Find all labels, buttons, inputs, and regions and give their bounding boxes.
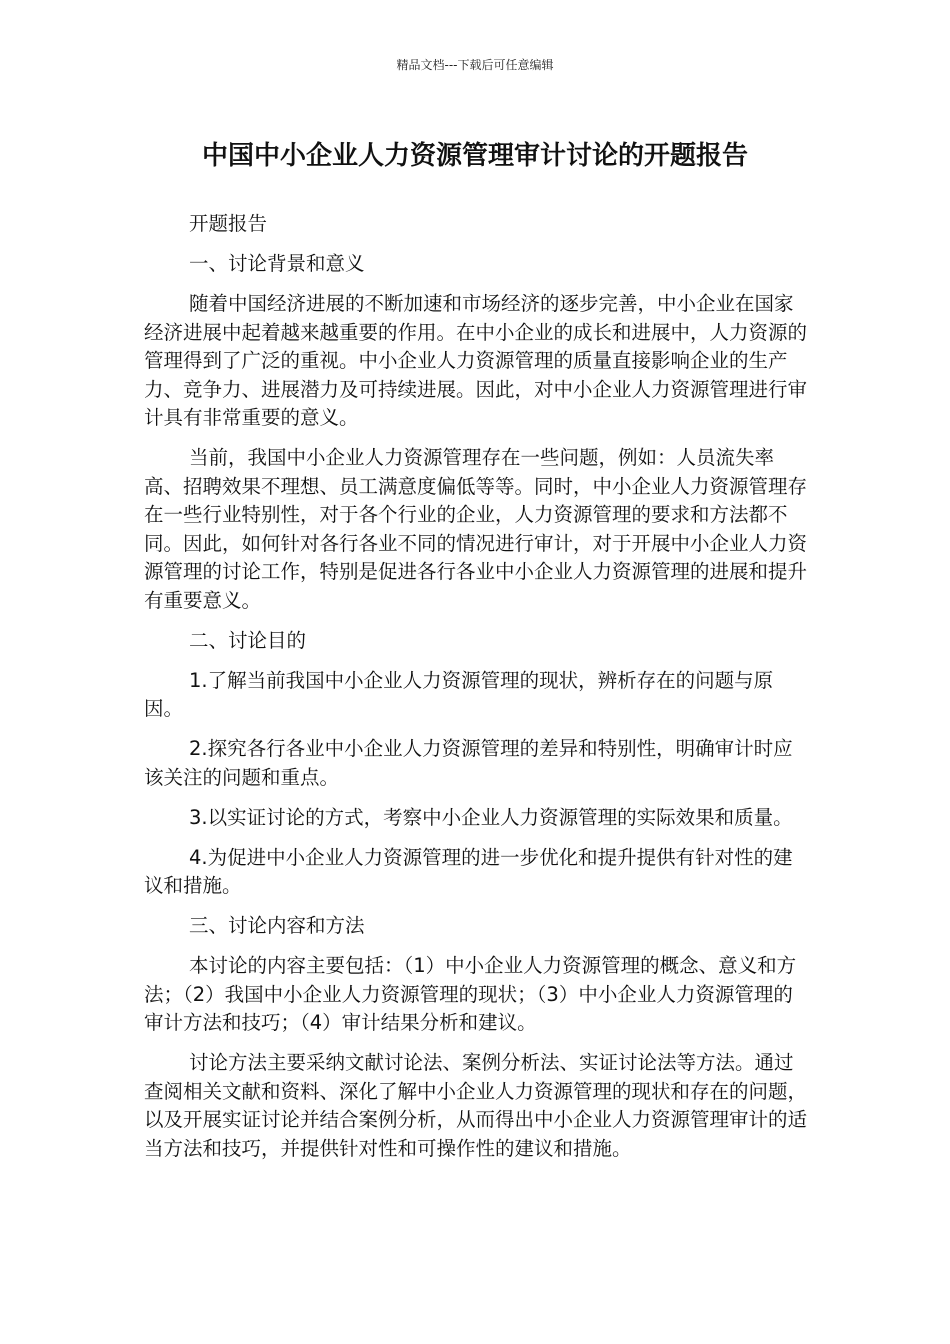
body-paragraph: 当前，我国中小企业人力资源管理存在一些问题，例如：人员流失率高、招聘效果不理想、员工满意度偏低等等。同时，中小企业人力资源管理存在一些行业特别性，对于各个行业的企业，人力资源管理的要求和方法都不同。因此，如何针对各行各业不同的情况进行审计，对于开展中小企业人力资源管理的讨论工作，特别是促进各行各业中小企业人力资源管理的进展和提升有重要意义。 [144,446,808,612]
list-item: 4.为促进中小企业人力资源管理的进一步优化和提升提供有针对性的建议和措施。 [144,845,793,897]
section-heading-purpose: 二、讨论目的 [189,628,307,652]
body-paragraph: 本讨论的内容主要包括：（1）中小企业人力资源管理的概念、意义和方法；（2）我国中小企业人力资源管理的现状；（3）中小企业人力资源管理的审计方法和技巧；（4）审计结果分析和建议。 [144,954,797,1034]
section-heading-content-method: 三、讨论内容和方法 [189,914,365,937]
document-title: 中国中小企业人力资源管理审计讨论的开题报告 [201,141,748,171]
document-body [144,210,808,1175]
body-paragraph: 讨论方法主要采纳文献讨论法、案例分析法、实证讨论法等方法。通过查阅相关文献和资料、深化了解中小企业人力资源管理的现状和存在的问题，以及开展实证讨论并结合案例分析，从而得出中小企业人力资源管理审计的适当方法和技巧，并提供针对性和可操作性的建议和措施。 [144,1051,808,1160]
list-item: 1.了解当前我国中小企业人力资源管理的现状，辨析存在的问题与原因。 [144,668,774,720]
page-header: 精品文档---下载后可任意编辑 [396,58,554,72]
list-item: 2.探究各行各业中小企业人力资源管理的差异和特别性，明确审计时应该关注的问题和重点。 [144,737,793,789]
section-label: 开题报告 [189,212,268,235]
list-item: 3.以实证讨论的方式，考察中小企业人力资源管理的实际效果和质量。 [189,805,793,829]
body-paragraph: 随着中国经济进展的不断加速和市场经济的逐步完善，中小企业在国家经济进展中起着越来越重要的作用。在中小企业的成长和进展中，人力资源的管理得到了广泛的重视。中小企业人力资源管理的质量直接影响企业的生产力、竞争力、进展潜力及可持续进展。因此，对中小企业人力资源管理进行审计具有非常重要的意义。 [144,292,808,429]
section-heading-background: 一、讨论背景和意义 [189,252,365,275]
